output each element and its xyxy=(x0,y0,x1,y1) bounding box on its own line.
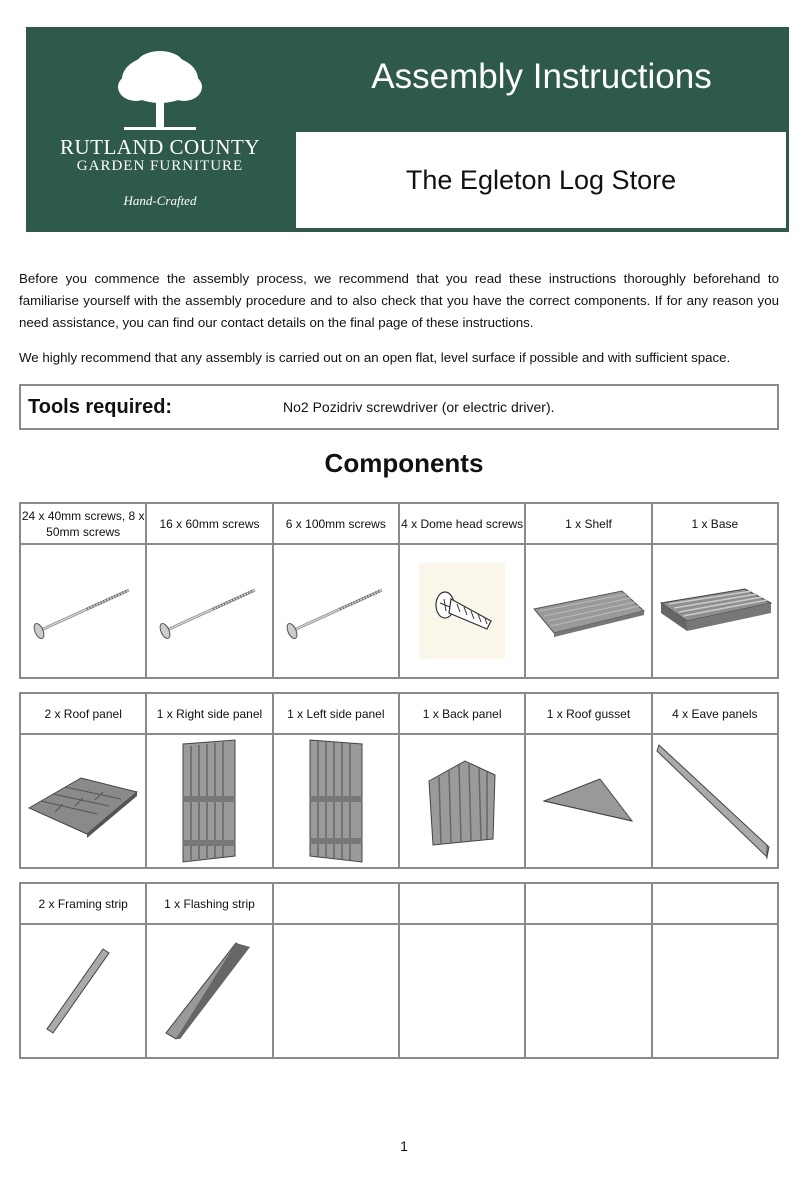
component-label: 1 x Base xyxy=(652,503,778,544)
brand-subname: GARDEN FURNITURE xyxy=(76,158,244,174)
component-label xyxy=(652,883,778,924)
component-label: 24 x 40mm screws, 8 x 50mm screws xyxy=(20,503,146,544)
component-label: 16 x 60mm screws xyxy=(146,503,272,544)
side-panel-icon xyxy=(306,738,366,864)
intro-paragraph: We highly recommend that any assembly is carried out on an open flat, level surface if possible and with sufficient space. xyxy=(19,350,731,365)
side-panel-icon xyxy=(179,738,239,864)
page-number: 1 xyxy=(400,1138,408,1154)
component-label xyxy=(273,883,399,924)
back-panel-icon xyxy=(425,755,499,847)
tools-value: No2 Pozidriv screwdriver (or electric driver). xyxy=(283,399,555,415)
component-image xyxy=(20,734,146,868)
component-label: 1 x Right side panel xyxy=(146,693,272,734)
component-image xyxy=(652,924,778,1058)
tree-icon xyxy=(114,49,206,133)
component-image xyxy=(399,544,525,678)
component-image xyxy=(525,924,651,1058)
eave-panel-icon xyxy=(655,741,775,861)
component-label: 1 x Shelf xyxy=(525,503,651,544)
component-label: 2 x Framing strip xyxy=(20,883,146,924)
component-image xyxy=(652,734,778,868)
intro-text xyxy=(19,268,779,382)
component-image xyxy=(273,924,399,1058)
components-table xyxy=(19,502,779,679)
base-icon xyxy=(657,585,773,637)
component-label xyxy=(399,883,525,924)
framing-strip-icon xyxy=(43,945,123,1037)
component-image xyxy=(525,734,651,868)
component-image xyxy=(146,734,272,868)
tools-box xyxy=(19,384,779,430)
company-logo xyxy=(26,27,294,232)
brand-name: RUTLAND COUNTY xyxy=(59,135,261,159)
component-label: 1 x Flashing strip xyxy=(146,883,272,924)
component-label: 4 x Dome head screws xyxy=(399,503,525,544)
flashing-strip-icon xyxy=(164,939,254,1043)
component-image xyxy=(273,544,399,678)
component-image xyxy=(20,924,146,1058)
dome-head-screw-icon xyxy=(419,563,505,659)
component-image xyxy=(652,544,778,678)
product-name: The Egleton Log Store xyxy=(296,132,786,228)
page-title: Assembly Instructions xyxy=(371,57,712,96)
roof-panel-icon xyxy=(25,756,141,846)
long-screw-icon xyxy=(280,576,392,646)
component-image xyxy=(399,734,525,868)
component-image xyxy=(20,544,146,678)
brand-tagline: Hand-Crafted xyxy=(123,193,197,208)
component-label xyxy=(525,883,651,924)
roof-gusset-icon xyxy=(540,771,636,831)
component-image xyxy=(146,544,272,678)
components-heading: Components xyxy=(324,448,484,478)
header-banner xyxy=(26,27,789,232)
component-label: 1 x Back panel xyxy=(399,693,525,734)
long-screw-icon xyxy=(153,576,265,646)
component-label: 2 x Roof panel xyxy=(20,693,146,734)
component-label: 1 x Left side panel xyxy=(273,693,399,734)
component-label: 4 x Eave panels xyxy=(652,693,778,734)
long-screw-icon xyxy=(27,576,139,646)
tools-label: Tools required: xyxy=(28,396,173,418)
component-image xyxy=(525,544,651,678)
component-image xyxy=(399,924,525,1058)
components-table xyxy=(19,882,779,1059)
shelf-icon xyxy=(530,583,646,639)
component-image xyxy=(146,924,272,1058)
components-table xyxy=(19,692,779,869)
component-label: 6 x 100mm screws xyxy=(273,503,399,544)
intro-paragraph: Before you commence the assembly process, we recommend that you read these instructions thoroughly beforehand to familiarise yourself with the assembly procedure and to also check that you have the correct components. If for any reason you need assistance, you can find our contact details on the final page of these instructions. xyxy=(19,271,779,330)
component-label: 1 x Roof gusset xyxy=(525,693,651,734)
component-image xyxy=(273,734,399,868)
